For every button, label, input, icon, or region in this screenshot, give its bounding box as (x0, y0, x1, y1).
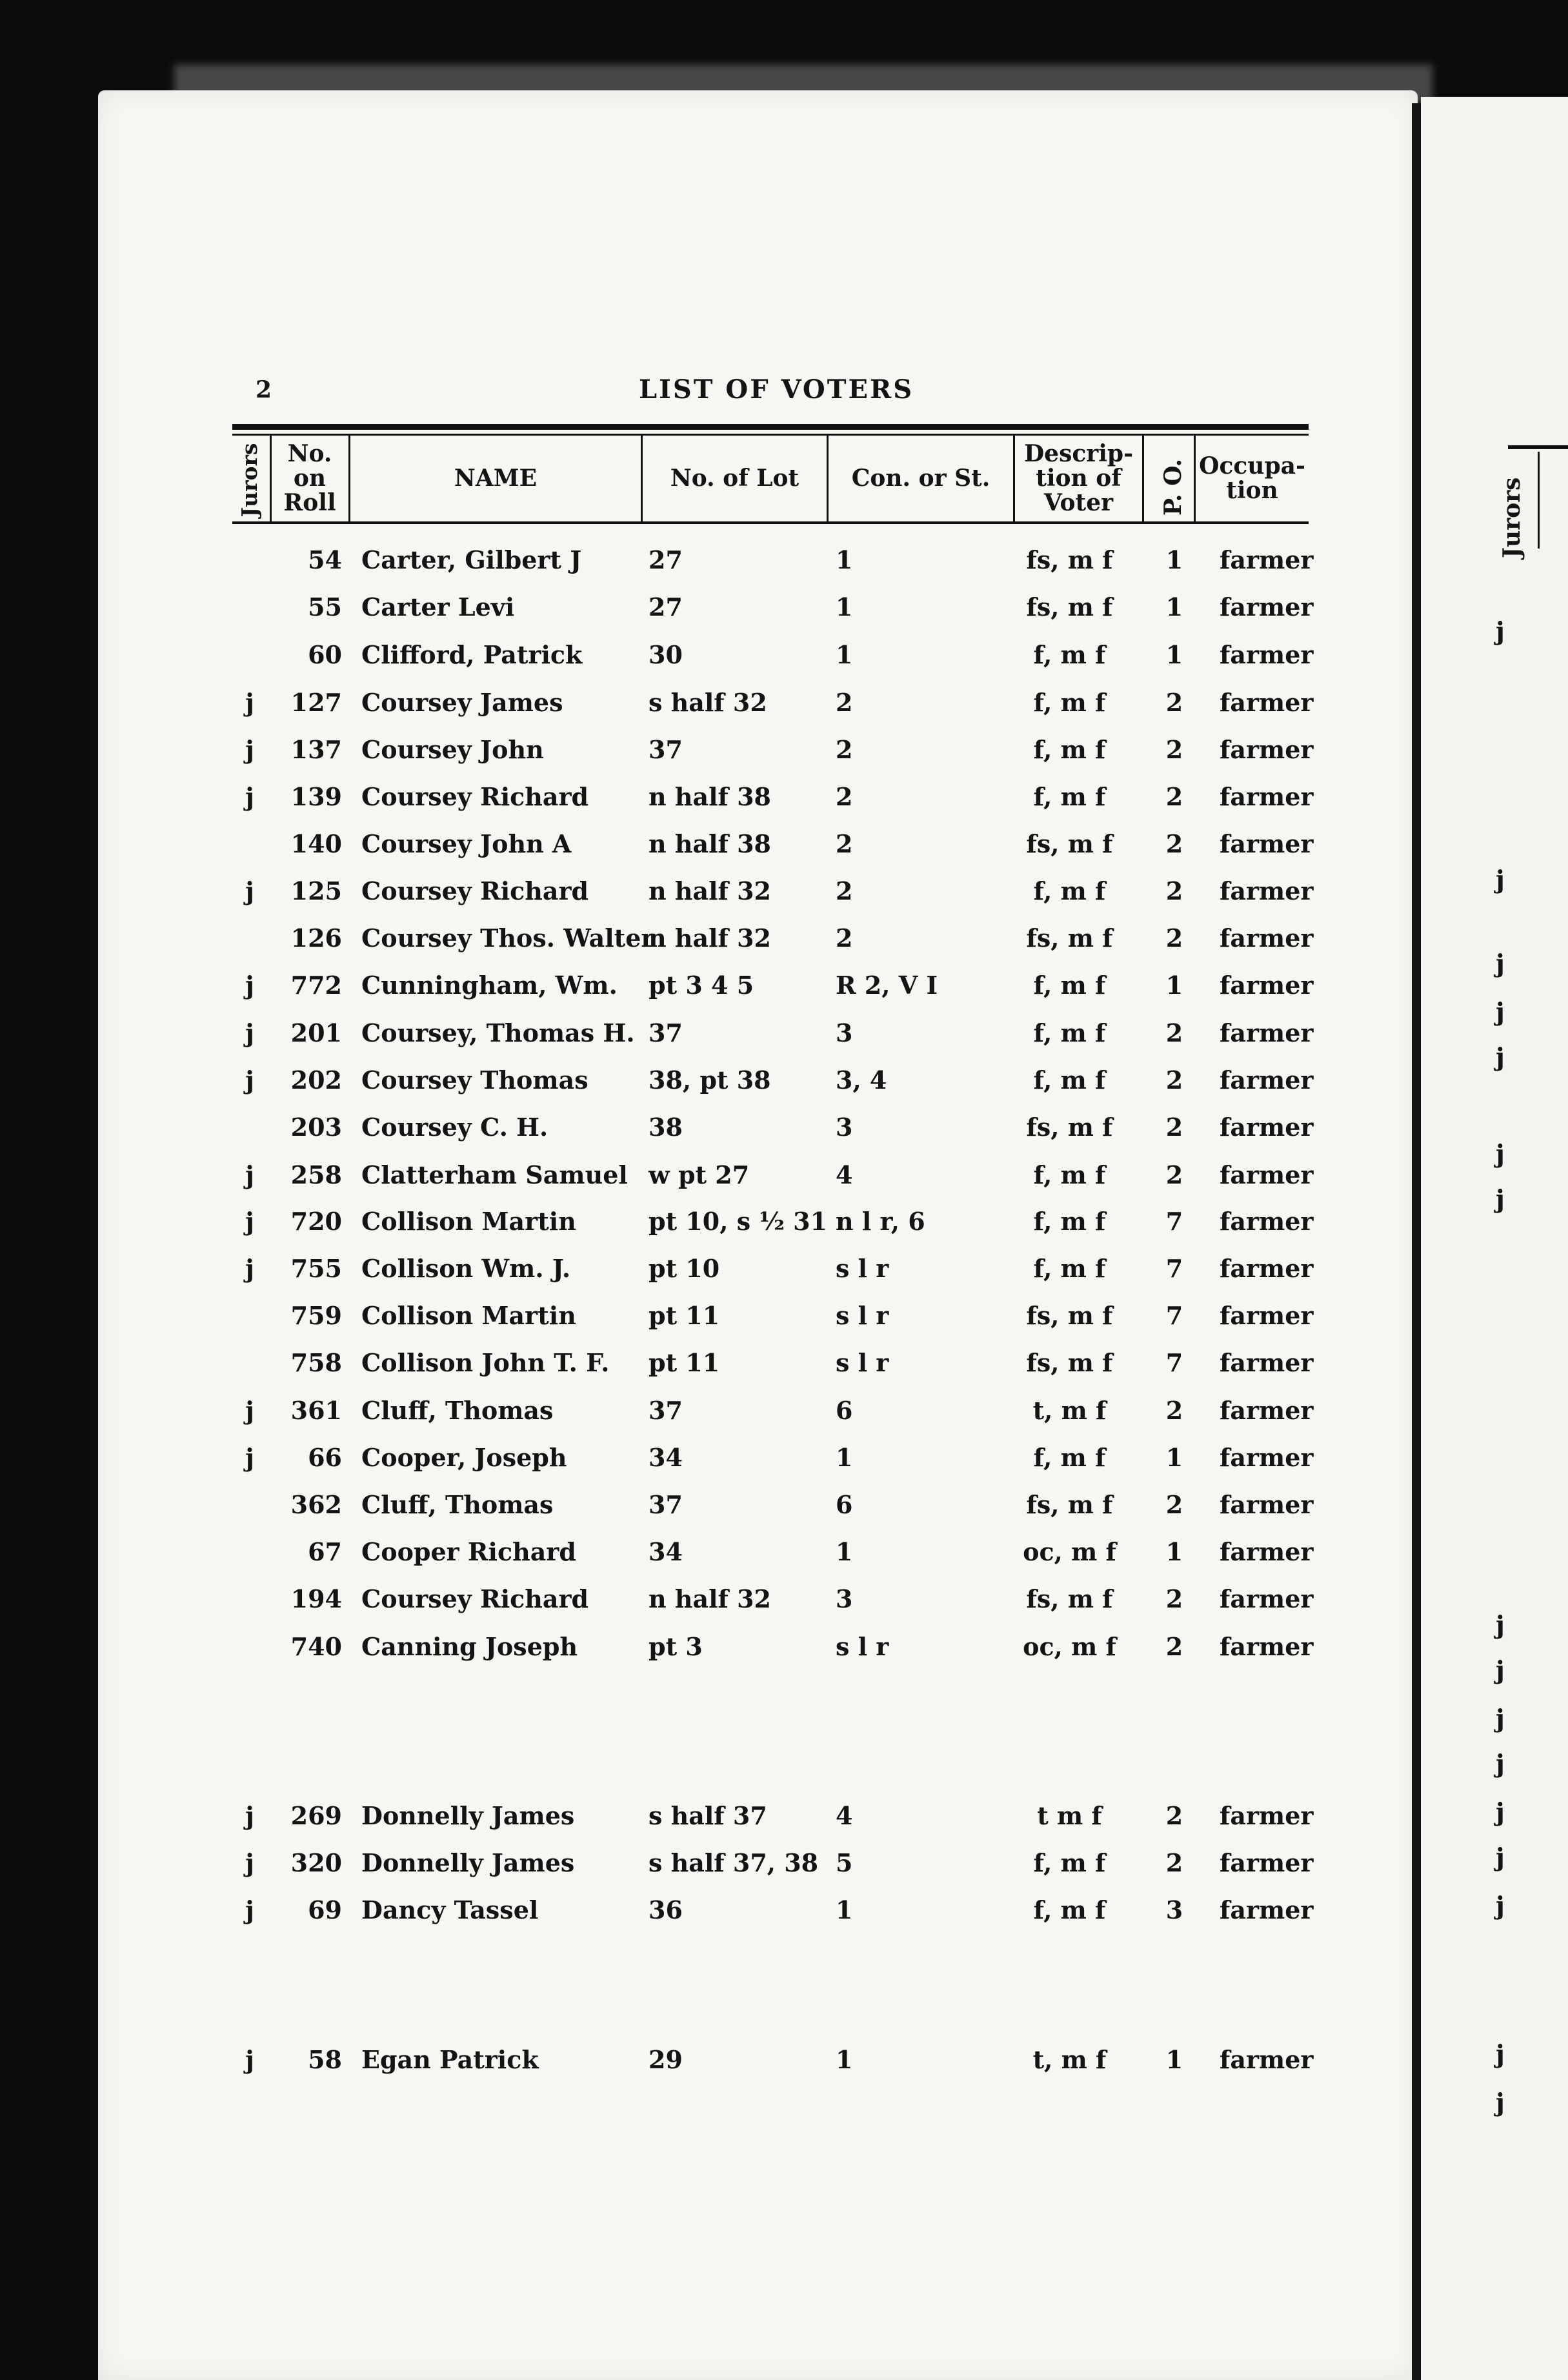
column-header-rule (232, 521, 1309, 524)
row-lot: pt 10, s ½ 31 (648, 1207, 828, 1236)
row-occupation: farmer (1220, 1160, 1314, 1189)
row-juror-mark: j (245, 1848, 254, 1877)
row-post-office: 1 (1165, 971, 1183, 1000)
row-name: Carter Levi (361, 592, 515, 621)
row-lot: n half 38 (648, 829, 771, 858)
row-juror-mark: j (245, 1160, 254, 1189)
header-line: tion of (1036, 465, 1121, 492)
row-lot: 30 (648, 640, 683, 669)
header-line: on (293, 465, 327, 492)
row-roll-number: 740 (290, 1632, 342, 1661)
row-lot: 34 (648, 1537, 683, 1566)
adjacent-page-jurors-header: Jurors (1498, 477, 1525, 558)
row-roll-number: 755 (290, 1254, 342, 1283)
row-lot: 37 (648, 1018, 683, 1047)
row-concession: 1 (836, 1895, 853, 1924)
row-name: Cluff, Thomas (361, 1490, 554, 1519)
row-roll-number: 125 (290, 876, 342, 905)
row-name: Coursey Richard (361, 1584, 589, 1613)
row-description: fs, m f (1026, 1113, 1113, 1142)
row-name: Coursey James (361, 688, 563, 717)
row-concession: 3 (836, 1113, 853, 1142)
row-post-office: 7 (1165, 1348, 1183, 1377)
row-concession: 1 (836, 592, 853, 621)
row-lot: pt 3 4 5 (648, 971, 754, 1000)
row-name: Cunningham, Wm. (361, 971, 618, 1000)
adjacent-page-juror-mark: j (1496, 616, 1505, 645)
adjacent-page-juror-mark: j (1496, 1749, 1505, 1778)
row-name: Collison Martin (361, 1301, 576, 1330)
row-lot: s half 37, 38 (648, 1848, 819, 1877)
row-name: Coursey John (361, 735, 544, 764)
adjacent-page-juror-mark: j (1496, 865, 1505, 894)
row-lot: 37 (648, 1396, 683, 1425)
row-occupation: farmer (1220, 1113, 1314, 1142)
row-concession: 3 (836, 1584, 853, 1613)
row-occupation: farmer (1220, 1018, 1314, 1047)
row-concession: R 2, V I (836, 971, 938, 1000)
row-roll-number: 362 (290, 1490, 342, 1519)
row-occupation: farmer (1220, 545, 1314, 574)
row-description: f, m f (1033, 782, 1106, 811)
row-juror-mark: j (245, 1018, 254, 1047)
row-post-office: 7 (1165, 1254, 1183, 1283)
row-roll-number: 258 (290, 1160, 342, 1189)
row-juror-mark: j (245, 1065, 254, 1094)
row-juror-mark: j (245, 1443, 254, 1472)
row-occupation: farmer (1220, 1848, 1314, 1877)
row-juror-mark: j (245, 876, 254, 905)
row-name: Collison John T. F. (361, 1348, 610, 1377)
adjacent-page-juror-mark: j (1496, 1042, 1505, 1071)
row-lot: w pt 27 (648, 1160, 750, 1189)
row-description: f, m f (1033, 735, 1106, 764)
adjacent-page-juror-mark: j (1496, 1842, 1505, 1871)
column-header-no-on-roll (271, 438, 348, 520)
row-concession: s l r (836, 1301, 889, 1330)
row-name: Donnelly James (361, 1801, 575, 1830)
row-post-office: 2 (1165, 923, 1183, 953)
row-lot: 36 (648, 1895, 683, 1924)
row-roll-number: 202 (290, 1065, 342, 1094)
row-post-office: 2 (1165, 1490, 1183, 1519)
row-post-office: 2 (1165, 1801, 1183, 1830)
adjacent-page-juror-mark: j (1496, 1184, 1505, 1213)
row-name: Coursey Richard (361, 782, 589, 811)
column-header-lot: No. of Lot (670, 465, 799, 492)
row-occupation: farmer (1220, 735, 1314, 764)
row-description: fs, m f (1026, 829, 1113, 858)
row-occupation: farmer (1220, 640, 1314, 669)
row-post-office: 2 (1165, 1396, 1183, 1425)
row-occupation: farmer (1220, 1584, 1314, 1613)
adjacent-page-divider (1538, 452, 1540, 549)
row-concession: 4 (836, 1160, 853, 1189)
row-occupation: farmer (1220, 1396, 1314, 1425)
row-description: fs, m f (1026, 923, 1113, 953)
row-roll-number: 127 (290, 688, 342, 717)
row-concession: 2 (836, 688, 853, 717)
row-name: Cooper Richard (361, 1537, 576, 1566)
row-name: Coursey John A (361, 829, 572, 858)
row-lot: n half 38 (648, 782, 771, 811)
row-lot: pt 11 (648, 1348, 720, 1377)
row-concession: 1 (836, 545, 853, 574)
row-post-office: 2 (1165, 1848, 1183, 1877)
row-concession: s l r (836, 1632, 889, 1661)
row-description: f, m f (1033, 688, 1106, 717)
adjacent-page-juror-mark: j (1496, 1610, 1505, 1639)
row-juror-mark: j (245, 782, 254, 811)
row-concession: 1 (836, 2045, 853, 2074)
row-roll-number: 69 (308, 1895, 342, 1924)
column-header-name: NAME (454, 465, 538, 492)
row-juror-mark: j (245, 1895, 254, 1924)
header-rule-thin (232, 434, 1309, 436)
row-roll-number: 269 (290, 1801, 342, 1830)
row-lot: pt 11 (648, 1301, 720, 1330)
row-name: Cooper, Joseph (361, 1443, 567, 1472)
row-name: Cluff, Thomas (361, 1396, 554, 1425)
row-roll-number: 720 (290, 1207, 342, 1236)
row-description: f, m f (1033, 1254, 1106, 1283)
row-post-office: 7 (1165, 1301, 1183, 1330)
row-post-office: 2 (1165, 829, 1183, 858)
row-juror-mark: j (245, 1396, 254, 1425)
row-occupation: farmer (1220, 829, 1314, 858)
row-roll-number: 55 (308, 592, 342, 621)
row-description: f, m f (1033, 1160, 1106, 1189)
row-post-office: 1 (1165, 545, 1183, 574)
row-concession: 2 (836, 923, 853, 953)
row-concession: s l r (836, 1348, 889, 1377)
row-name: Dancy Tassel (361, 1895, 539, 1924)
row-post-office: 3 (1165, 1895, 1183, 1924)
row-roll-number: 140 (290, 829, 342, 858)
row-description: fs, m f (1026, 1584, 1113, 1613)
adjacent-page-juror-mark: j (1496, 1655, 1505, 1684)
row-post-office: 2 (1165, 1160, 1183, 1189)
row-juror-mark: j (245, 735, 254, 764)
row-post-office: 1 (1165, 1443, 1183, 1472)
row-concession: 1 (836, 640, 853, 669)
row-description: f, m f (1033, 971, 1106, 1000)
row-lot: n half 32 (648, 923, 771, 953)
row-roll-number: 361 (290, 1396, 342, 1425)
row-post-office: 7 (1165, 1207, 1183, 1236)
row-occupation: farmer (1220, 782, 1314, 811)
column-header-jurors: Jurors (236, 443, 262, 518)
row-roll-number: 758 (290, 1348, 342, 1377)
row-concession: 3 (836, 1018, 853, 1047)
row-juror-mark: j (245, 2045, 254, 2074)
row-occupation: farmer (1220, 1348, 1314, 1377)
row-lot: s half 37 (648, 1801, 767, 1830)
row-concession: 5 (836, 1848, 853, 1877)
row-concession: 6 (836, 1490, 853, 1519)
row-occupation: farmer (1220, 1632, 1314, 1661)
row-lot: n half 32 (648, 876, 771, 905)
row-post-office: 1 (1165, 640, 1183, 669)
column-header-description (1015, 438, 1142, 520)
row-post-office: 1 (1165, 1537, 1183, 1566)
row-concession: 4 (836, 1801, 853, 1830)
row-occupation: farmer (1220, 876, 1314, 905)
header-line: tion (1226, 477, 1278, 504)
header-line: Voter (1043, 489, 1114, 516)
header-line: Descrip- (1023, 440, 1134, 468)
row-post-office: 2 (1165, 1113, 1183, 1142)
row-post-office: 2 (1165, 1632, 1183, 1661)
row-description: fs, m f (1026, 1301, 1113, 1330)
row-lot: 29 (648, 2045, 683, 2074)
row-description: fs, m f (1026, 545, 1113, 574)
row-description: f, m f (1033, 1018, 1106, 1047)
row-juror-mark: j (245, 1254, 254, 1283)
row-occupation: farmer (1220, 592, 1314, 621)
adjacent-page-juror-mark: j (1496, 1139, 1505, 1168)
adjacent-page-juror-mark: j (1496, 2088, 1505, 2117)
row-lot: pt 3 (648, 1632, 703, 1661)
row-post-office: 2 (1165, 876, 1183, 905)
row-name: Egan Patrick (361, 2045, 539, 2074)
row-concession: n l r, 6 (836, 1207, 925, 1236)
row-name: Coursey Richard (361, 876, 589, 905)
header-line: No. (287, 440, 332, 468)
row-juror-mark: j (245, 1207, 254, 1236)
row-occupation: farmer (1220, 1207, 1314, 1236)
row-post-office: 2 (1165, 1018, 1183, 1047)
row-name: Collison Wm. J. (361, 1254, 571, 1283)
adjacent-page-juror-mark: j (1496, 949, 1505, 978)
adjacent-page-juror-mark: j (1496, 997, 1505, 1026)
row-description: oc, m f (1023, 1632, 1116, 1661)
row-concession: 1 (836, 1443, 853, 1472)
row-description: f, m f (1033, 1207, 1106, 1236)
header-rule-thick (232, 424, 1309, 430)
row-name: Coursey Thos. Walter (361, 923, 654, 953)
row-description: t m f (1037, 1801, 1102, 1830)
row-lot: 37 (648, 1490, 683, 1519)
row-roll-number: 67 (308, 1537, 342, 1566)
row-description: oc, m f (1023, 1537, 1116, 1566)
row-lot: s half 32 (648, 688, 767, 717)
row-occupation: farmer (1220, 1490, 1314, 1519)
row-occupation: farmer (1220, 1443, 1314, 1472)
row-roll-number: 203 (290, 1113, 342, 1142)
row-lot: 27 (648, 545, 683, 574)
row-roll-number: 66 (308, 1443, 342, 1472)
row-name: Collison Martin (361, 1207, 576, 1236)
row-description: f, m f (1033, 876, 1106, 905)
row-occupation: farmer (1220, 688, 1314, 717)
adjacent-page-juror-mark: j (1496, 1797, 1505, 1826)
row-juror-mark: j (245, 1801, 254, 1830)
row-name: Carter, Gilbert J (361, 545, 582, 574)
row-name: Coursey C. H. (361, 1113, 548, 1142)
adjacent-page-juror-mark: j (1496, 1704, 1505, 1733)
row-name: Clifford, Patrick (361, 640, 583, 669)
row-lot: 34 (648, 1443, 683, 1472)
row-occupation: farmer (1220, 1537, 1314, 1566)
row-roll-number: 194 (290, 1584, 342, 1613)
row-juror-mark: j (245, 688, 254, 717)
page-gutter (1412, 103, 1421, 2380)
adjacent-page-juror-mark: j (1496, 1891, 1505, 1920)
row-occupation: farmer (1220, 1895, 1314, 1924)
row-lot: pt 10 (648, 1254, 720, 1283)
row-occupation: farmer (1220, 1254, 1314, 1283)
row-lot: n half 32 (648, 1584, 771, 1613)
row-description: f, m f (1033, 640, 1106, 669)
row-concession: 3, 4 (836, 1065, 887, 1094)
row-concession: s l r (836, 1254, 889, 1283)
row-occupation: farmer (1220, 1065, 1314, 1094)
row-roll-number: 126 (290, 923, 342, 953)
row-roll-number: 54 (308, 545, 342, 574)
column-header-occupation (1196, 438, 1309, 520)
page-title: LIST OF VOTERS (639, 374, 914, 405)
row-name: Clatterham Samuel (361, 1160, 628, 1189)
column-header-con: Con. or St. (851, 465, 990, 492)
row-description: fs, m f (1026, 1490, 1113, 1519)
row-name: Donnelly James (361, 1848, 575, 1877)
row-roll-number: 58 (308, 2045, 342, 2074)
page-number: 2 (256, 376, 272, 403)
adjacent-page-strip (1421, 97, 1568, 2380)
row-lot: 27 (648, 592, 683, 621)
row-description: t, m f (1032, 1396, 1107, 1425)
row-description: f, m f (1033, 1443, 1106, 1472)
row-name: Canning Joseph (361, 1632, 578, 1661)
row-post-office: 2 (1165, 688, 1183, 717)
row-description: t, m f (1032, 2045, 1107, 2074)
row-description: fs, m f (1026, 1348, 1113, 1377)
row-roll-number: 201 (290, 1018, 342, 1047)
row-occupation: farmer (1220, 1301, 1314, 1330)
row-roll-number: 772 (290, 971, 342, 1000)
row-concession: 2 (836, 829, 853, 858)
row-roll-number: 320 (290, 1848, 342, 1877)
row-description: f, m f (1033, 1848, 1106, 1877)
row-description: fs, m f (1026, 592, 1113, 621)
row-post-office: 2 (1165, 735, 1183, 764)
column-divider (1142, 436, 1144, 523)
row-occupation: farmer (1220, 1801, 1314, 1830)
row-name: Coursey, Thomas H. (361, 1018, 635, 1047)
row-concession: 2 (836, 876, 853, 905)
row-concession: 2 (836, 735, 853, 764)
row-post-office: 1 (1165, 592, 1183, 621)
row-concession: 1 (836, 1537, 853, 1566)
row-occupation: farmer (1220, 923, 1314, 953)
row-roll-number: 759 (290, 1301, 342, 1330)
header-line: Occupa- (1199, 452, 1305, 480)
row-description: f, m f (1033, 1065, 1106, 1094)
row-concession: 6 (836, 1396, 853, 1425)
row-roll-number: 137 (290, 735, 342, 764)
row-lot: 38, pt 38 (648, 1065, 771, 1094)
row-post-office: 2 (1165, 1065, 1183, 1094)
row-name: Coursey Thomas (361, 1065, 588, 1094)
header-line: Roll (283, 489, 336, 516)
row-occupation: farmer (1220, 2045, 1314, 2074)
row-post-office: 1 (1165, 2045, 1183, 2074)
row-roll-number: 139 (290, 782, 342, 811)
row-occupation: farmer (1220, 971, 1314, 1000)
row-lot: 38 (648, 1113, 683, 1142)
row-lot: 37 (648, 735, 683, 764)
row-post-office: 2 (1165, 782, 1183, 811)
row-post-office: 2 (1165, 1584, 1183, 1613)
row-concession: 2 (836, 782, 853, 811)
adjacent-page-juror-mark: j (1496, 2039, 1505, 2068)
row-juror-mark: j (245, 971, 254, 1000)
row-description: f, m f (1033, 1895, 1106, 1924)
column-header-po: P. O. (1160, 459, 1187, 516)
row-roll-number: 60 (308, 640, 342, 669)
